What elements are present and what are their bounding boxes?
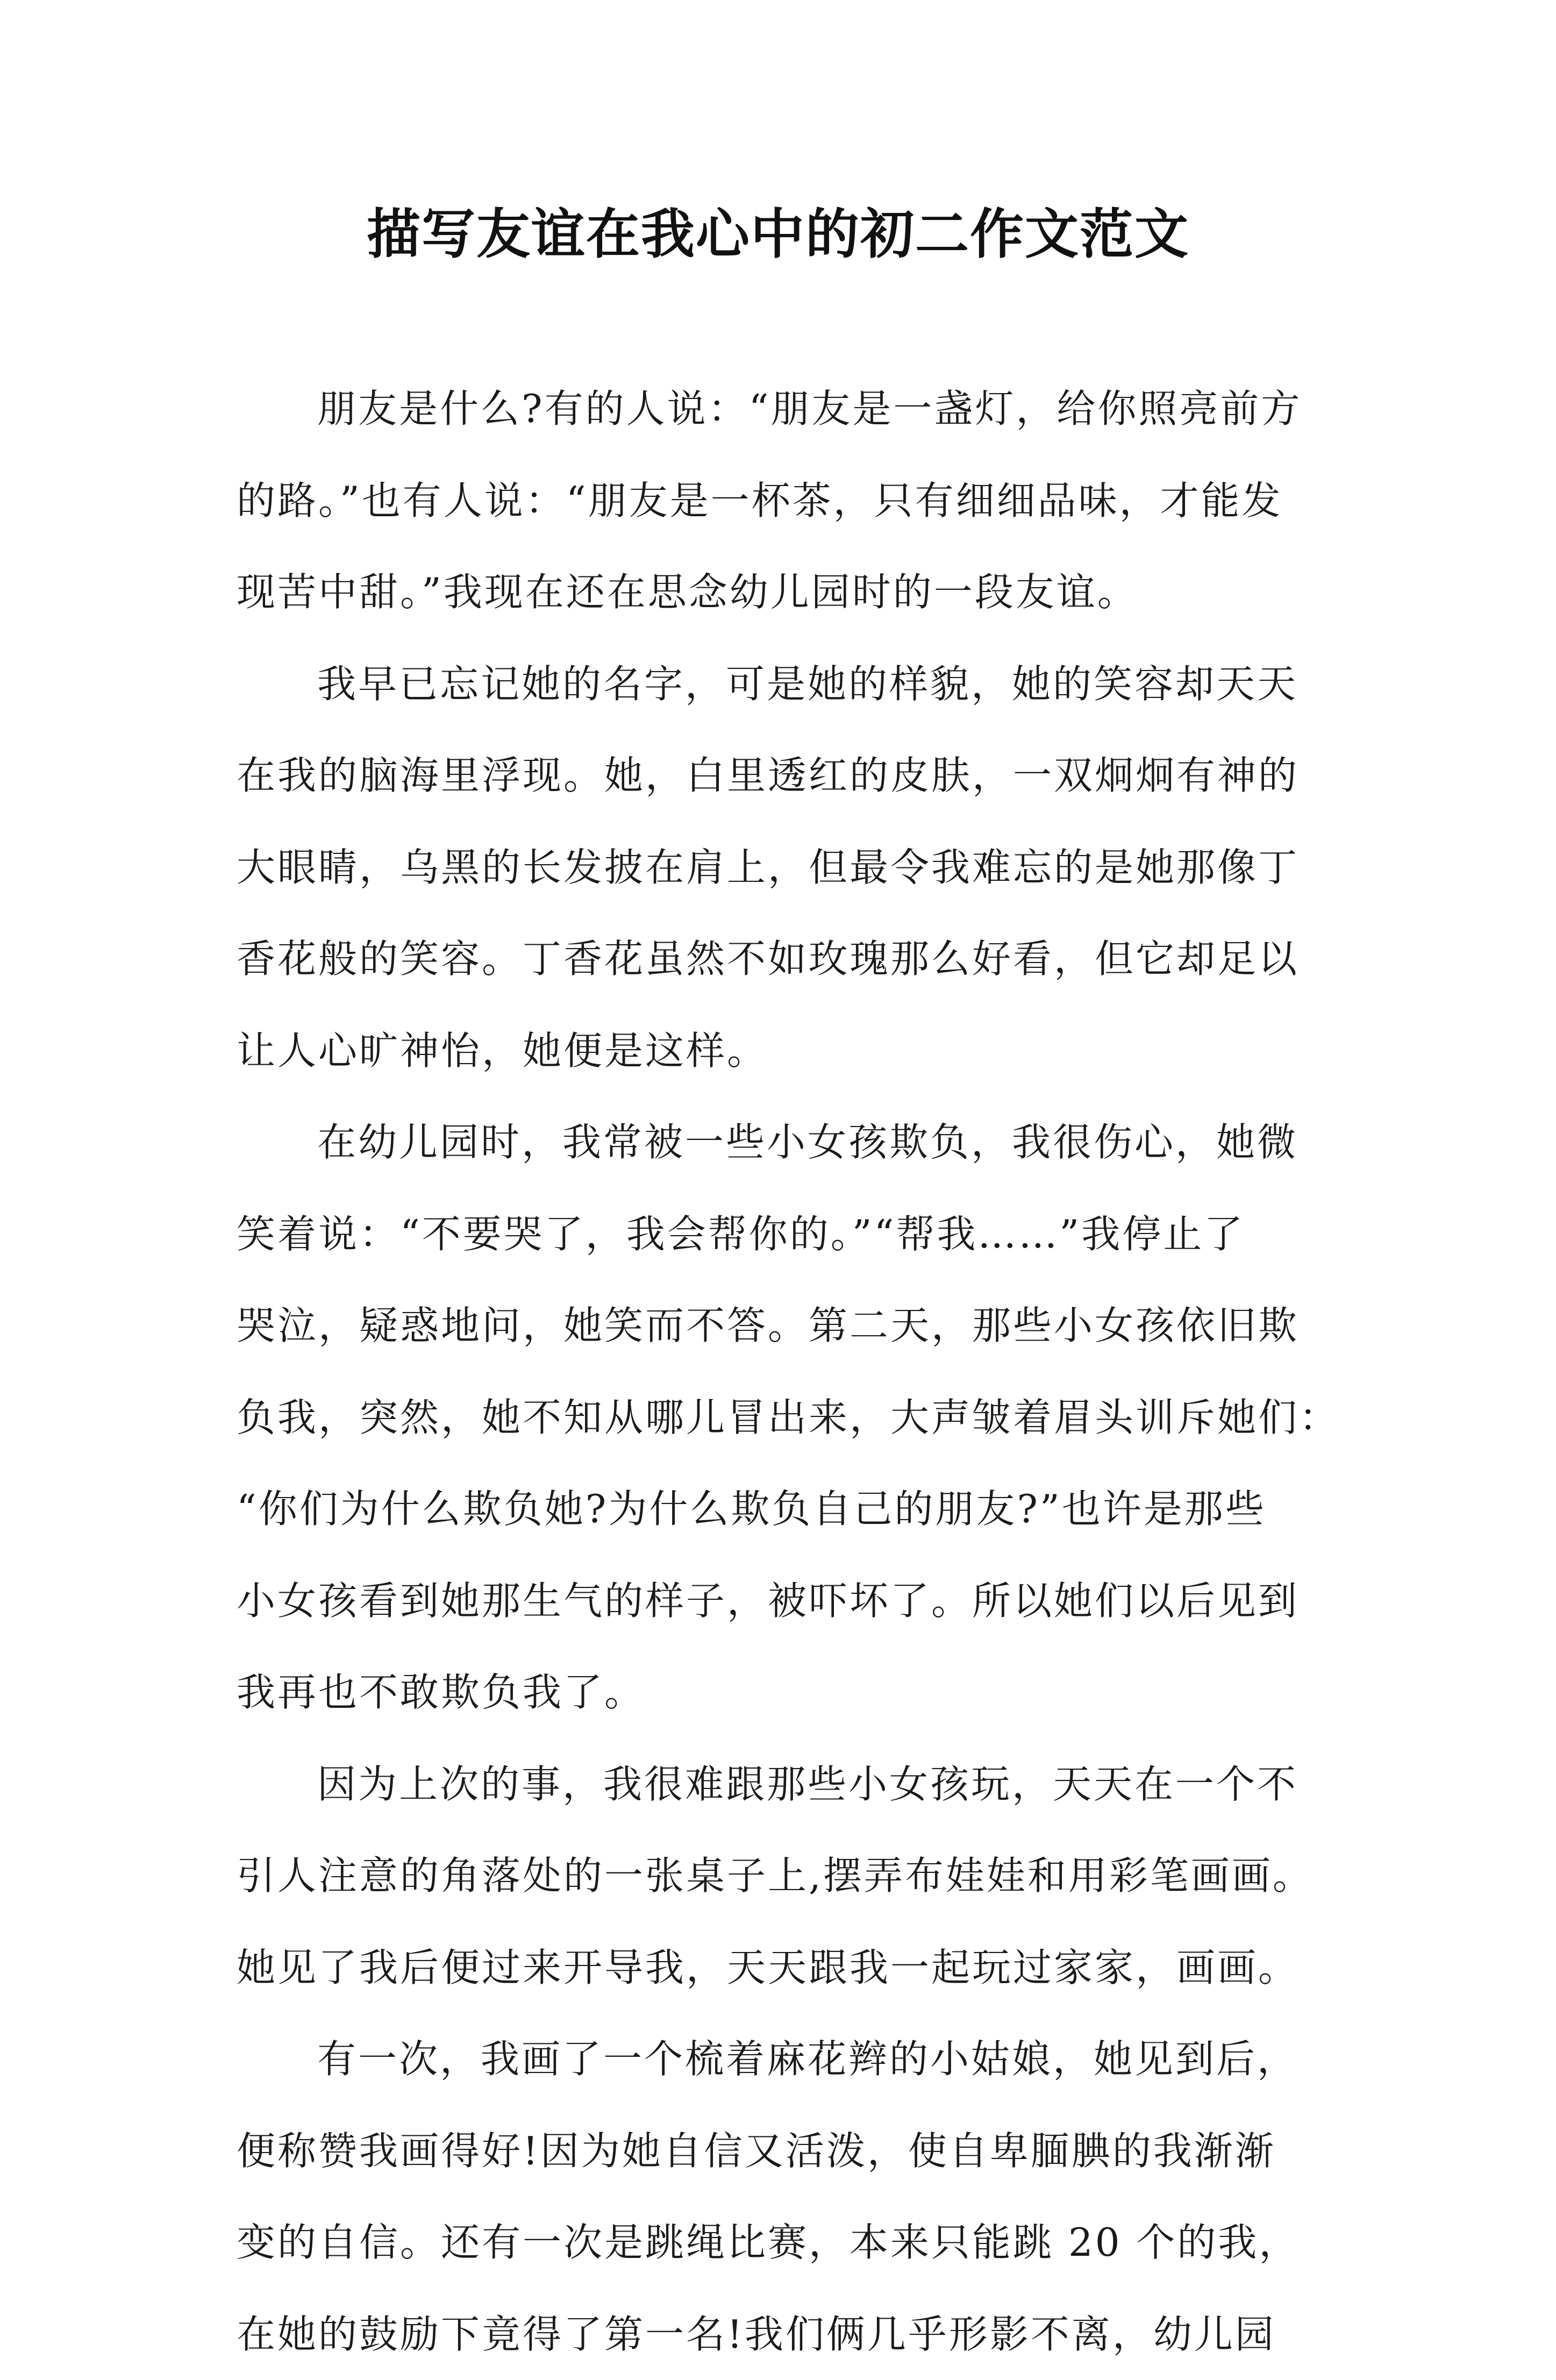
paragraph-2 xyxy=(237,638,1323,1097)
text-line: 大眼睛，乌黑的长发披在肩上，但最令我难忘的是她那像丁 xyxy=(237,822,1323,914)
text-line: 她见了我后便过来开导我，天天跟我一起玩过家家，画画。 xyxy=(237,1922,1323,2014)
text-line: 负我，突然，她不知从哪儿冒出来，大声皱着眉头训斥她们： xyxy=(237,1372,1323,1464)
document-title: 描写友谊在我心中的初二作文范文 xyxy=(0,196,1556,272)
document-body xyxy=(237,363,1323,2380)
text-line: 我早已忘记她的名字，可是她的样貌，她的笑容却天天 xyxy=(237,638,1323,730)
text-line: 笑着说：“不要哭了，我会帮你的。”“帮我……”我停止了 xyxy=(237,1188,1323,1280)
paragraph-1 xyxy=(237,363,1323,638)
text-line: 的路。”也有人说：“朋友是一杯茶，只有细细品味，才能发 xyxy=(237,455,1323,547)
text-line: 让人心旷神怡，她便是这样。 xyxy=(237,1005,1323,1097)
text-line: 便称赞我画得好!因为她自信又活泼，使自卑腼腆的我渐渐 xyxy=(237,2105,1323,2197)
text-line: 现苦中甜。”我现在还在思念幼儿园时的一段友谊。 xyxy=(237,546,1323,638)
paragraph-5 xyxy=(237,2013,1323,2380)
text-line: 朋友是什么?有的人说：“朋友是一盏灯，给你照亮前方 xyxy=(237,363,1323,455)
text-line: “你们为什么欺负她?为什么欺负自己的朋友?”也许是那些 xyxy=(237,1463,1323,1555)
paragraph-4 xyxy=(237,1738,1323,2014)
text-line: 香花般的笑容。丁香花虽然不如玫瑰那么好看，但它却足以 xyxy=(237,913,1323,1005)
text-line: 有一次，我画了一个梳着麻花辫的小姑娘，她见到后， xyxy=(237,2013,1323,2105)
text-line: 在她的鼓励下竟得了第一名!我们俩几乎形影不离，幼儿园 xyxy=(237,2289,1323,2380)
text-line: 因为上次的事，我很难跟那些小女孩玩，天天在一个不 xyxy=(237,1738,1323,1830)
paragraph-3 xyxy=(237,1096,1323,1738)
text-line: 引人注意的角落处的一张桌子上,摆弄布娃娃和用彩笔画画。 xyxy=(237,1830,1323,1922)
text-line: 变的自信。还有一次是跳绳比赛，本来只能跳 20 个的我， xyxy=(237,2197,1323,2289)
text-line: 在我的脑海里浮现。她，白里透红的皮肤，一双炯炯有神的 xyxy=(237,730,1323,822)
text-line: 我再也不敢欺负我了。 xyxy=(237,1647,1323,1738)
text-line: 小女孩看到她那生气的样子，被吓坏了。所以她们以后见到 xyxy=(237,1555,1323,1647)
text-line: 在幼儿园时，我常被一些小女孩欺负，我很伤心，她微 xyxy=(237,1096,1323,1188)
text-line: 哭泣，疑惑地问，她笑而不答。第二天，那些小女孩依旧欺 xyxy=(237,1280,1323,1372)
